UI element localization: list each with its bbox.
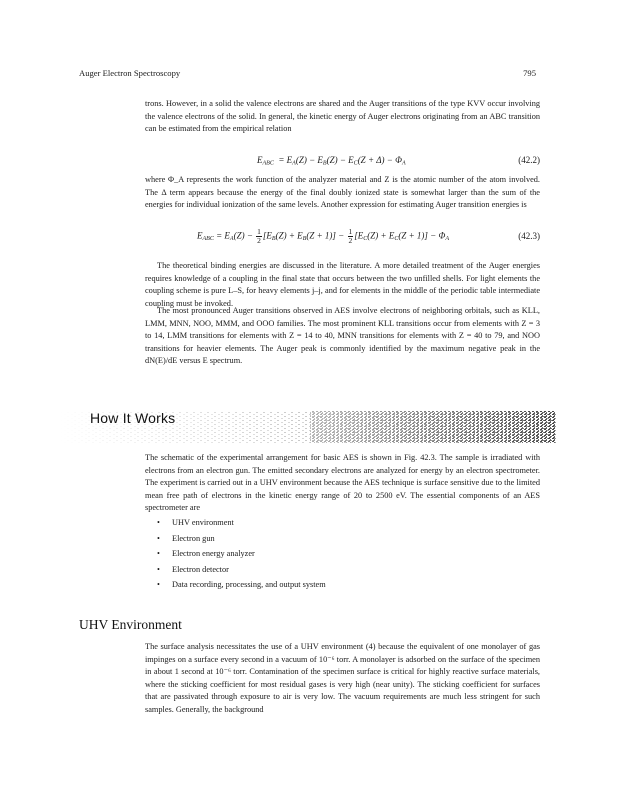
pronounced-paragraph: The most pronounced Auger transitions observed in AES involve electrons of neighboring orbitals, such as KLL, LMM, MNN, NOO, MMM, and OOO families. The most prominent KLL transitions occur from elements with Z = 3 to 14, LMM transitions for elements with Z = 14 to 40, MNN transitions for elements with Z = 40 to 79, and NOO transitions for heavier elements. The Auger peak is commonly identified by the maximum negative peak in the dN(E)/dE versus E spectrum. xyxy=(145,306,540,366)
equation-number: (42.3) xyxy=(518,231,540,241)
equation-number: (42.2) xyxy=(518,155,540,165)
list-item: • Electron detector xyxy=(157,564,229,574)
list-item: • Electron energy analyzer xyxy=(157,549,255,558)
theoretical-paragraph: The theoretical binding energies are discussed in the literature. A more detailed treatment of the Auger energies requires knowledge of a coupling in the final state that occurs between the two unfilled shells. For light elements the coupling scheme is pure L–S, for heavy elements j–j, and for elements in the middle of the periodic table intermediate coupling must be invoked. xyxy=(145,261,540,308)
how-it-works-paragraph: The schematic of the experimental arrangement for basic AES is shown in Fig. 42.3. The sample is irradiated with electrons from an electron gun. The emitted secondary electrons are analyzed for energy by an electron spectrometer. The experiment is carried out in a UHV environment because the AES technique is surface sensitive due to the limited mean free path of electrons in the kinetic energy range of 20 to 2500 eV. The essential components of an AES spectrometer are xyxy=(145,453,540,513)
fraction-half: $\frac{1}{2}$ xyxy=(348,227,353,245)
uhv-paragraph: The surface analysis necessitates the use of a UHV environment (4) because the equivalent of one monolayer of gas impinges on a surface every second in a vacuum of 10⁻⁶ torr. A monolayer is adsorbed on the surface of the specimen in about 1 second at 10⁻⁶ torr. Contamination of the specimen surface is critical for highly reactive surface materials, where the sticking coefficient for most residual gases is very high (near unity). The sticking coefficient for surfaces that are passivated through exposure to air is very low. The vacuum requirements are much less stringent for such samples. Generally, the background xyxy=(145,642,540,714)
section-heading-how-it-works: How It Works xyxy=(90,410,176,426)
page-number: 795 xyxy=(523,68,536,78)
list-item: • Data recording, processing, and output system xyxy=(157,580,326,589)
list-item: • UHV environment xyxy=(157,518,234,527)
running-header xyxy=(79,68,536,82)
fraction-half: $\frac{1}{2}$ xyxy=(257,227,261,245)
section-heading-uhv-environment: UHV Environment xyxy=(79,617,182,632)
list-item: • Electron gun xyxy=(157,533,215,543)
running-title: Auger Electron Spectroscopy xyxy=(79,68,181,78)
intro-paragraph: trons. However, in a solid the valence electrons are shared and the Auger transitions of the type KVV occur involving the valence electrons of the solid. In general, the kinetic energy of Auger electrons originating from an ABC transition can be estimated from the empirical relation xyxy=(145,99,540,134)
equation-42-2: $E_{ABC} = E_A(Z) - E_B(Z) - E_C(Z + \Delta) - \Phi_A$ (42.2) xyxy=(257,155,540,167)
equation-42-3: $E_{ABC} = E_A(Z)$ − $\frac{1}{2}$ $[E_B(Z) + E_B(Z + 1)]$ − $\frac{1}{2}$ $[E_C(Z) + E_C(Z + 1)] - \Phi_A$ (42.3) xyxy=(197,227,540,245)
where-paragraph: where Φ_A represents the work function of the analyzer material and Z is the atomic number of the atom involved. The Δ term appears because the energy of the final doubly ionized state is somewhat larger than the sum of the energies for individual ionization of the same levels. Another expression for estimating Auger transition energies is xyxy=(145,175,540,210)
components-list xyxy=(145,518,540,596)
